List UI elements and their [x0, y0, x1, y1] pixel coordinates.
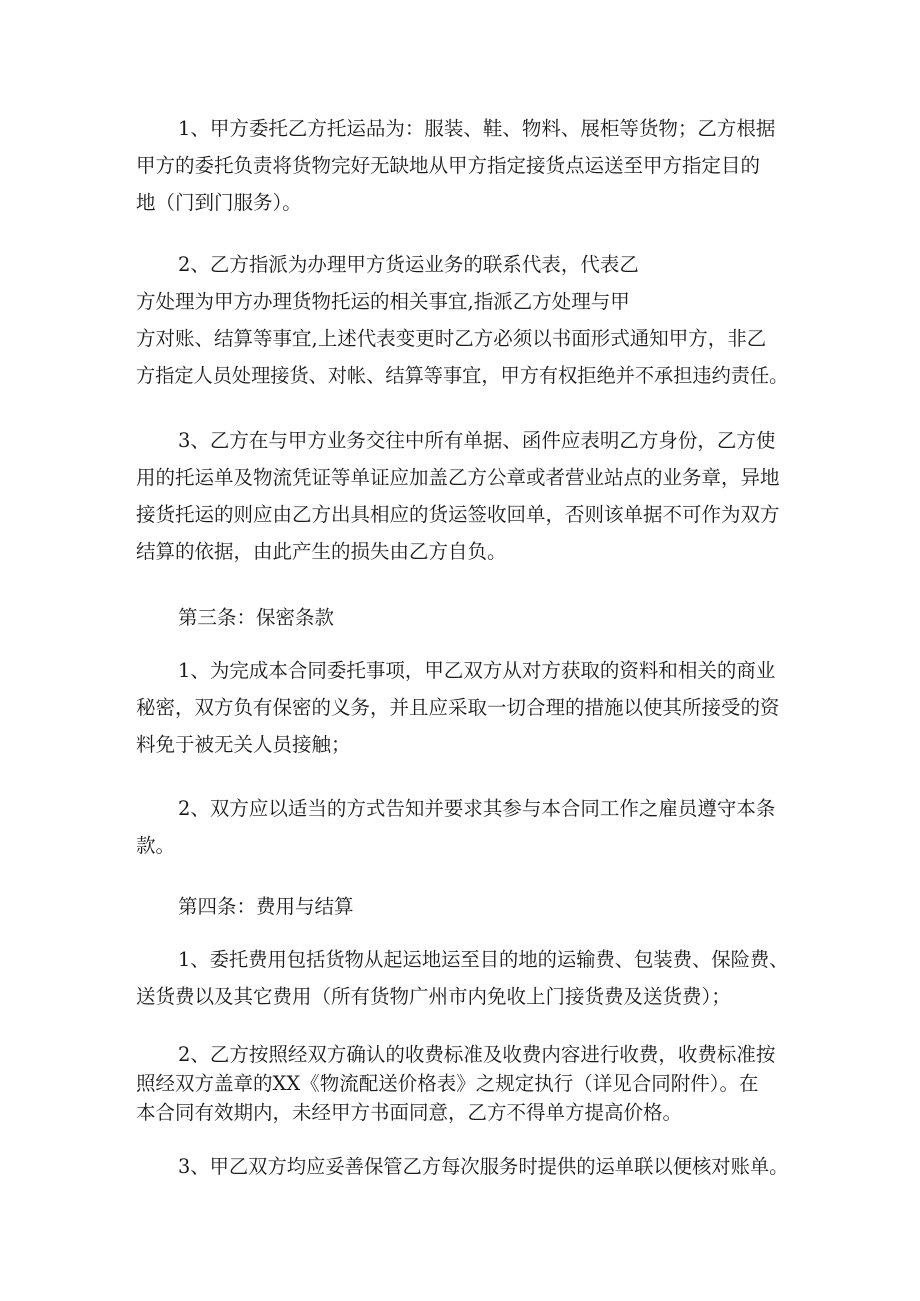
paragraph-1 [136, 110, 792, 221]
paragraph-8 [136, 1148, 792, 1185]
paragraph-7 [136, 1040, 792, 1127]
paragraph-line: 方处理为甲方办理货物托运的相关事宜,指派乙方处理与甲 [136, 290, 630, 313]
paragraph-line: 款。 [136, 834, 176, 857]
paragraph-line: 3、甲乙双方均应妥善保管乙方每次服务时提供的运单联以便核对账单。 [178, 1155, 789, 1178]
paragraph-line: 3、乙方在与甲方业务交往中所有单据、函件应表明乙方身份，乙方使 [178, 429, 776, 452]
section-heading-3: 第三条：保密条款 [178, 606, 335, 629]
paragraph-line: 本合同有效期内，未经甲方书面同意，乙方不得单方提高价格。 [136, 1101, 683, 1124]
paragraph-3 [136, 422, 792, 570]
paragraph-line: 送货费以及其它费用（所有货物广州市内免收上门接货费及送货费）； [136, 985, 731, 1008]
paragraph-line: 2、双方应以适当的方式告知并要求其参与本合同工作之雇员遵守本条 [178, 797, 776, 820]
section-heading-4: 第四条：费用与结算 [178, 895, 354, 918]
paragraph-4 [136, 652, 792, 763]
paragraph-line: 1、为完成本合同委托事项，甲乙双方从对方获取的资料和相关的商业 [178, 659, 776, 682]
paragraph-line: 2、乙方按照经双方确认的收费标准及收费内容进行收费，收费标准按 [178, 1043, 776, 1066]
paragraph-line: 方指定人员处理接货、对帐、结算等事宜，甲方有权拒绝并不承担违约责任。 [136, 364, 789, 387]
paragraph-line: 料免于被无关人员接触； [136, 733, 351, 756]
paragraph-line: 甲方的委托负责将货物完好无缺地从甲方指定接货点运送至甲方指定目的 [136, 154, 761, 177]
paragraph-6 [136, 941, 792, 1015]
paragraph-line: 1、甲方委托乙方托运品为：服装、鞋、物料、展柜等货物；乙方根据 [178, 117, 776, 140]
paragraph-line: 照经双方盖章的XX《物流配送价格表》之规定执行（详见合同附件）。在 [136, 1072, 759, 1095]
paragraph-line: 2、乙方指派为办理甲方货运业务的联系代表，代表乙 [178, 253, 639, 276]
paragraph-line: 地（门到门服务）。 [136, 191, 302, 214]
paragraph-line: 用的托运单及物流凭证等单证应加盖乙方公章或者营业站点的业务章，异地 [136, 466, 780, 489]
paragraph-2 [136, 246, 792, 394]
paragraph-line: 1、委托费用包括货物从起运地运至目的地的运输费、包装费、保险费、 [178, 948, 789, 971]
paragraph-line: 秘密，双方负有保密的义务，并且应采取一切合理的措施以使其所接受的资 [136, 696, 780, 719]
paragraph-line: 结算的依据，由此产生的损失由乙方自负。 [136, 540, 507, 563]
paragraph-line: 方对账、结算等事宜,上述代表变更时乙方必须以书面形式通知甲方，非乙 [136, 327, 767, 350]
paragraph-line: 接货托运的则应由乙方出具相应的货运签收回单，否则该单据不可作为双方 [136, 503, 780, 526]
paragraph-5 [136, 790, 792, 864]
